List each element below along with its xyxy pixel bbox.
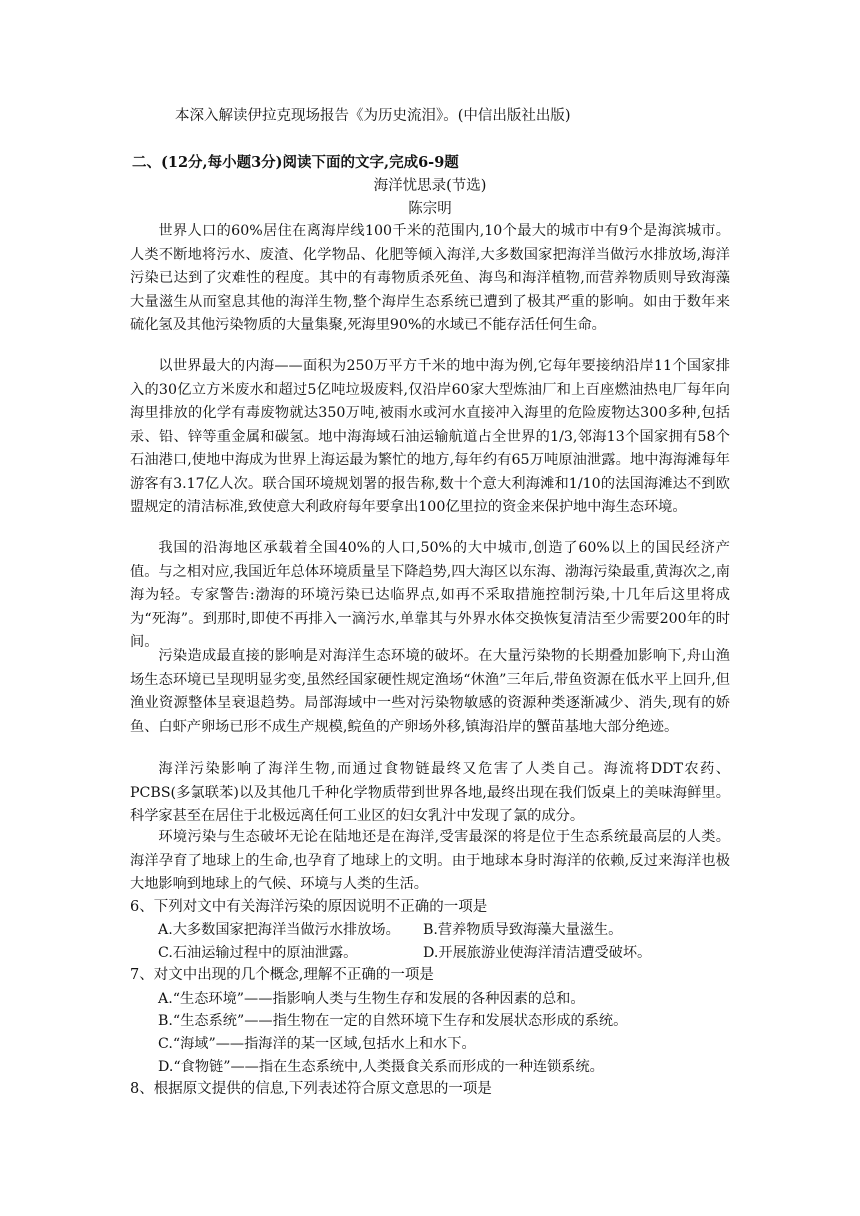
article-paragraph: 海洋污染影响了海洋生物,而通过食物链最终又危害了人类自己。海流将DDT农药、PCBS(多氯联苯)以及其他几千种化学物质带到世界各地,最终出现在我们饭桌上的美味海鲜里。科学家甚至在居住于北极远离任何工业区的妇女乳汁中发现了氯的成分。	[130, 761, 730, 824]
article-paragraph: 污染造成最直接的影响是对海洋生态环境的破坏。在大量污染物的长期叠加影响下,舟山渔场生态环境已呈现明显劣变,虽然经国家硬性规定渔场“休渔”三年后,带鱼资源在低水平上回升,但渔业资源整体呈衰退趋势。局部海域中一些对污染物敏感的资源种类逐渐减少、消失,现有的娇鱼、白虾产卵场已形不成生产规模,鲩鱼的产卵场外移,镇海沿岸的蟹苗基地大部分绝迹。	[130, 648, 730, 735]
article-paragraph: 世界人口的60%居住在离海岸线100千米的范围内,10个最大的城市中有9个是海滨城市。人类不断地将污水、废渣、化学物品、化肥等倾入海洋,大多数国家把海洋当做污水排放场,海洋污染已达到了灾难性的程度。其中的有毒物质杀死鱼、海鸟和海洋植物,而营养物质则导致海藻大量滋生从而窒息其他的海洋生物,整个海岸生态系统已遭到了极其严重的影响。如由于数年来硫化氢及其他污染物质的大量集聚,死海里90%的水域已不能存活任何生命。	[130, 223, 730, 333]
article-author: 陈宗明	[408, 201, 452, 217]
question-option: A.“生态环境”——指影响人类与生物生存和发展的各种因素的总和。	[158, 991, 585, 1007]
question-stem: 6、下列对文中有关海洋污染的原因说明不正确的一项是	[130, 899, 488, 915]
article-paragraph: 环境污染与生态破坏无论在陆地还是在海洋,受害最深的将是位于生态系统最高层的人类。海洋孕育了地球上的生命,也孕育了地球上的文明。由于地球本身时海洋的依赖,反过来海洋也极大地影响到地球上的气候、环境与人类的生活。	[130, 829, 730, 892]
question-option: B.营养物质导致海藻大量滋生。	[423, 922, 623, 938]
article-paragraph: 我国的沿海地区承载着全国40%的人口,50%的大中城市,创造了60%以上的国民经济产值。与之相对应,我国近年总体环境质量呈下降趋势,四大海区以东海、渤海污染最重,黄海次之,南海为轻。专家警告:渤海的环境污染已达临界点,如再不采取措施控制污染,十几年后这里将成为“死海”。到那时,即使不再排入一滴污水,单靠其与外界水体交换恢复清洁至少需要200年的时间。	[130, 540, 730, 650]
section-heading: 二、(12分,每小题3分)阅读下面的文字,完成6-9题	[132, 154, 459, 171]
article-paragraph: 以世界最大的内海——面积为250万平方千米的地中海为例,它每年要接纳沿岸11个国家排入的30亿立方米废水和超过5亿吨垃圾废料,仅沿岸60家大型炼油厂和上百座燃油热电厂每年向海里排放的化学有毒废物就达350万吨,被雨水或河水直接冲入海里的危险废物达300多种,包括汞、铅、锌等重金属和碳氢。地中海海域石油运输航道占全世界的1/3,邻海13个国家拥有58个石油港口,使地中海成为世界上海运最为繁忙的地方,每年约有65万吨原油泄露。地中海海滩每年游客有3.17亿人次。联合国环境规划署的报告称,数十个意大利海滩和1/10的法国海滩达不到欧盟规定的清洁标准,致使意大利政府每年要拿出100亿里拉的资金来保护地中海生态环境。	[130, 358, 730, 515]
intro-line: 本深入解读伊拉克现场报告《为历史流泪》。(中信出版社出版)	[175, 108, 571, 124]
question-stem: 7、对文中出现的几个概念,理解不正确的一项是	[130, 967, 434, 983]
article-title: 海洋忧思录(节选)	[373, 178, 487, 194]
question-stem: 8、根据原文提供的信息,下列表述符合原文意思的一项是	[130, 1081, 492, 1097]
question-option: C.“海域”——指海洋的某一区域,包括水上和水下。	[158, 1036, 476, 1052]
question-option: C.石油运输过程中的原油泄露。	[158, 945, 358, 961]
question-option: A.大多数国家把海洋当做污水排放场。	[158, 922, 400, 938]
question-option: D.“食物链”——指在生态系统中,人类摄食关系而形成的一种连锁系统。	[158, 1059, 604, 1075]
question-option: D.开展旅游业使海洋清洁遭受破坏。	[423, 945, 652, 961]
question-option: B.“生态系统”——指生物在一定的自然环境下生存和发展状态形成的系统。	[158, 1013, 628, 1029]
